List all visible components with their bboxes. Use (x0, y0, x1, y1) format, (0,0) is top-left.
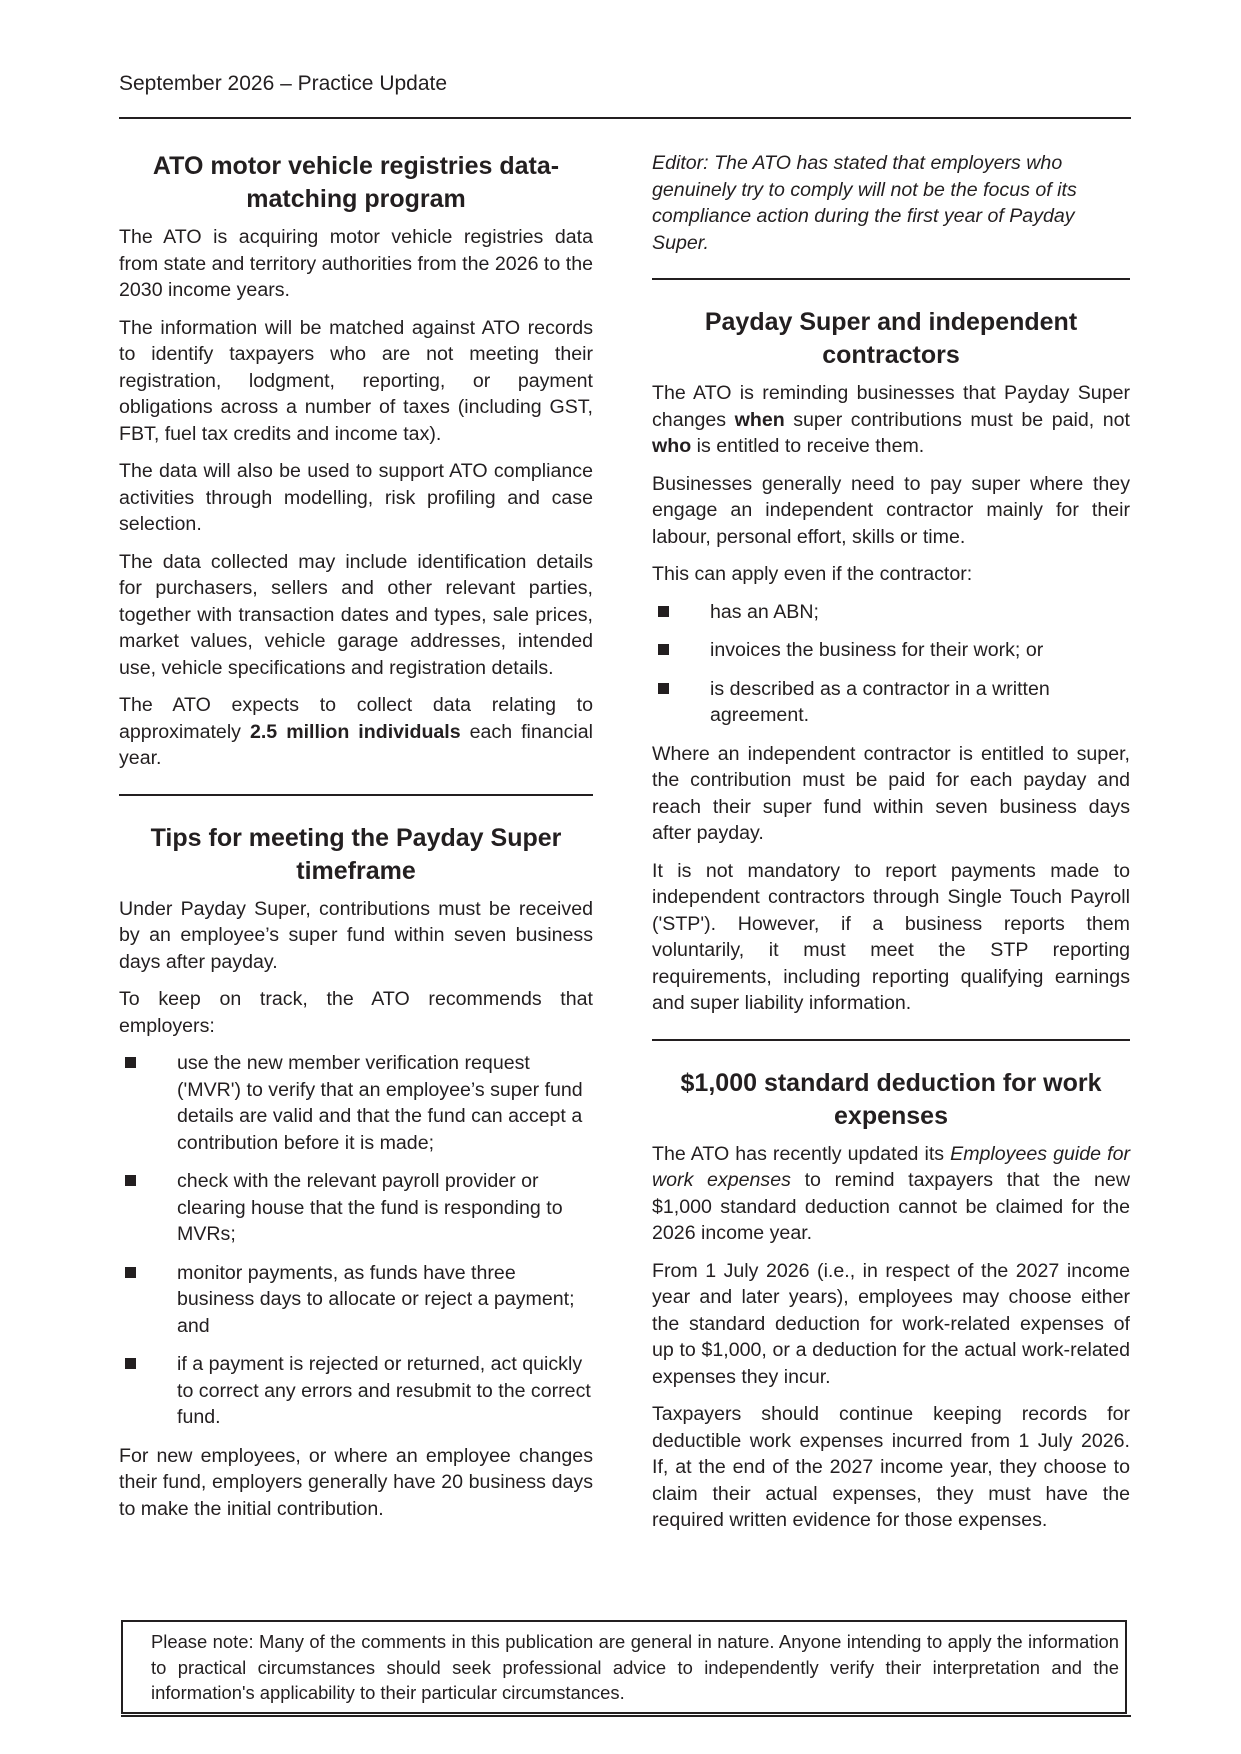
square-bullet-icon (658, 644, 669, 655)
list-item (652, 637, 1130, 664)
list-item-text: invoices the business for their work; or (710, 639, 1044, 661)
list-item (119, 1260, 593, 1340)
list-item (652, 676, 1130, 729)
text-run: to remind taxpayers that the new $1,000 standard deduction cannot be claimed for the 2026 income year. (652, 1169, 1130, 1244)
list-item-text: use the new member verification request ('MVR') to verify that an employee’s super fund details are valid and that the fund can accept a contribution before it is made; (177, 1052, 583, 1154)
list-item-text: if a payment is rejected or returned, act quickly to correct any errors and resubmit to the correct fund. (177, 1353, 591, 1428)
square-bullet-icon (125, 1358, 136, 1369)
article-standard-deduction (652, 1067, 1130, 1534)
disclaimer-box: Please note: Many of the comments in this publication are general in nature. Anyone intending to apply the information to practical circumstances should seek professional advice to independently verify their interpretation and the information's applicability to their particular circumstances. (121, 1620, 1127, 1714)
article-heading: Tips for meeting the Payday Super timeframe (150, 823, 562, 885)
list-item (119, 1168, 593, 1248)
italic-text: Employees guide for work expenses (652, 1142, 1130, 1191)
paragraph (652, 1141, 1130, 1247)
paragraph: From 1 July 2026 (i.e., in respect of the 2027 income year and later years), employees may choose either the standard deduction for work-related expenses of up to $1,000, or a deduction for the actual work-related expenses they incur. (652, 1259, 1130, 1388)
paragraph: Taxpayers should continue keeping records for deductible work expenses incurred from 1 July 2026. If, at the end of the 2027 income year, they choose to claim their actual expenses, they must have the required written evidence for those expenses. (652, 1403, 1130, 1531)
list-item-text: is described as a contractor in a written agreement. (710, 677, 1050, 726)
list-item (119, 1050, 593, 1156)
header-divider (119, 117, 1131, 119)
square-bullet-icon (658, 683, 669, 694)
bold-text: 2.5 million individuals (249, 720, 461, 743)
square-bullet-icon (125, 1057, 136, 1068)
paragraph: The information will be matched against ATO records to identify taxpayers who are not meeting their registration, lodgment, reporting, or payment obligations across a number of taxes (including GST, FBT, fuel tax credits and income tax). (119, 316, 593, 445)
list-item-text: has an ABN; (710, 600, 819, 623)
list-item (119, 1351, 593, 1431)
footer-divider (121, 1715, 1131, 1717)
bold-text: when (734, 408, 785, 431)
article-motor-vehicle (119, 150, 593, 772)
paragraph: Where an independent contractor is entitled to super, the contribution must be paid for each payday and reach their super fund within seven business days after payday. (652, 742, 1130, 844)
right-column (652, 150, 1130, 1545)
article-heading: $1,000 standard deduction for work expenses (680, 1068, 1102, 1130)
paragraph: It is not mandatory to report payments made to independent contractors through Single Touch Payroll ('STP'). However, if a business reports them voluntarily, it must meet the STP reporting requirements, including reporting qualifying earnings and super liability information. (652, 859, 1130, 1014)
list-item-text: check with the relevant payroll provider or clearing house that the fund is responding to MVRs; (177, 1170, 563, 1245)
paragraph: For new employees, or where an employee changes their fund, employers generally have 20 business days to make the initial contribution. (119, 1444, 593, 1520)
text-run: The ATO expects to collect data relating to approximately (119, 694, 593, 743)
bullet-list (119, 1050, 593, 1431)
text-run: super contributions must be paid, not (784, 408, 1130, 431)
section-divider (119, 794, 593, 796)
article-payday-super-tips (119, 822, 593, 1523)
article-independent-contractors (652, 306, 1130, 1017)
paragraph: To keep on track, the ATO recommends that employers: (119, 988, 593, 1037)
left-column (119, 150, 593, 1533)
paragraph: The data collected may include identification details for purchasers, sellers and other relevant parties, together with transaction dates and types, sale prices, market values, vehicle garage addresses, intended use, vehicle specifications and registration details. (119, 550, 593, 679)
text-run: The ATO has recently updated its (652, 1142, 951, 1165)
square-bullet-icon (125, 1267, 136, 1278)
paragraph: The ATO is acquiring motor vehicle registries data from state and territory authorities from the 2026 to the 2030 income years. (119, 226, 593, 301)
section-divider (652, 278, 1130, 280)
square-bullet-icon (658, 606, 669, 617)
paragraph (119, 692, 593, 772)
editor-note: Editor: The ATO has stated that employers who genuinely try to comply will not be the focus of its compliance action during the first year of Payday Super. (652, 152, 1077, 254)
square-bullet-icon (125, 1175, 136, 1186)
bold-text: who (652, 435, 692, 457)
text-run: is entitled to receive them. (691, 435, 925, 457)
page-header: September 2026 – Practice Update (119, 72, 448, 95)
article-heading: ATO motor vehicle registries data-matching program (152, 152, 560, 213)
paragraph: The data will also be used to support ATO compliance activities through modelling, risk profiling and case selection. (119, 460, 593, 535)
text-run: The ATO is reminding businesses that Payday Super changes (652, 382, 1130, 431)
paragraph: This can apply even if the contractor: (652, 563, 973, 585)
text-run: each financial year. (119, 720, 594, 769)
list-item (652, 599, 1130, 626)
paragraph: Under Payday Super, contributions must be received by an employee’s super fund within seven business days after payday. (119, 897, 593, 973)
bullet-list (652, 599, 1130, 729)
paragraph: Businesses generally need to pay super where they engage an independent contractor mainly for their labour, personal effort, skills or time. (652, 472, 1130, 548)
list-item-text: monitor payments, as funds have three business days to allocate or reject a payment; and (177, 1261, 575, 1337)
article-heading: Payday Super and independent contractors (704, 308, 1078, 369)
section-divider (652, 1039, 1130, 1041)
paragraph (652, 380, 1130, 460)
